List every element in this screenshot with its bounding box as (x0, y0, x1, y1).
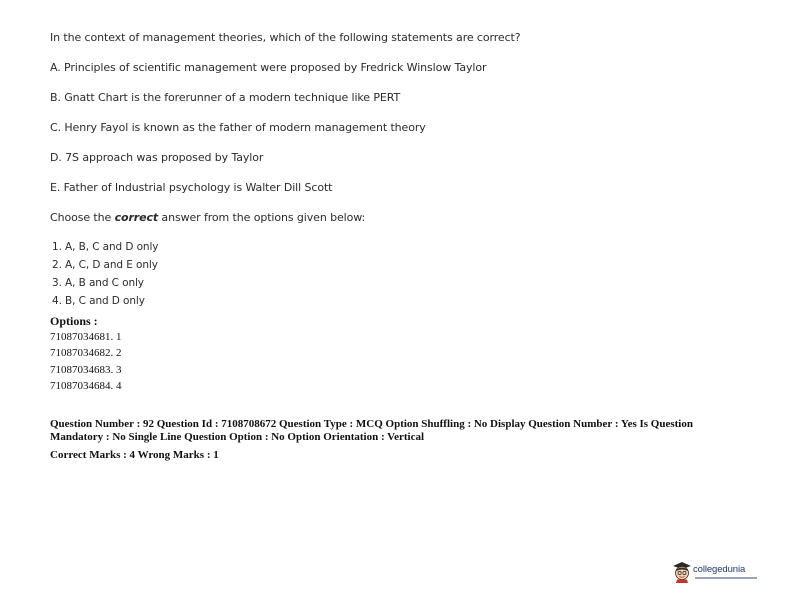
option-id-2: 71087034682. 2 (50, 347, 122, 359)
choose-instruction (50, 211, 365, 224)
mascot-icon (671, 559, 693, 583)
answer-choice-1: 1. A, B, C and D only (52, 241, 159, 253)
statement-c: C. Henry Fayol is known as the father of modern management theory (50, 121, 426, 134)
question-stem: In the context of management theories, which of the following statements are correct? (50, 31, 521, 44)
statement-b: B. Gnatt Chart is the forerunner of a modern technique like PERT (50, 91, 401, 104)
collegedunia-logo (671, 559, 761, 585)
statement-a: A. Principles of scientific management were proposed by Fredrick Winslow Taylor (50, 61, 487, 74)
logo-tagline-mark (695, 577, 757, 579)
statement-e: E. Father of Industrial psychology is Walter Dill Scott (50, 181, 333, 194)
option-id-3: 71087034683. 3 (50, 364, 122, 376)
answer-choice-3: 3. A, B and C only (52, 277, 144, 289)
answer-choice-2: 2. A, C, D and E only (52, 259, 158, 271)
option-id-4: 71087034684. 4 (50, 380, 122, 392)
choose-emphasis: correct (114, 211, 159, 224)
choose-suffix: answer from the options given below: (158, 211, 366, 224)
option-id-1: 71087034681. 1 (50, 331, 122, 343)
logo-wordmark: collegedunia (693, 564, 746, 575)
question-meta: Question Number : 92 Question Id : 7108708672 Question Type : MCQ Option Shuffling : No Display Question Number : Yes Is Question Mandatory : No Single Line Question Option : No Option Orientation : Vertical (50, 418, 693, 443)
statement-d: D. 7S approach was proposed by Taylor (50, 151, 264, 164)
options-label: Options : (50, 314, 98, 328)
marks-info: Correct Marks : 4 Wrong Marks : 1 (50, 449, 219, 461)
choose-prefix: Choose the (50, 211, 115, 224)
answer-choice-4: 4. B, C and D only (52, 295, 145, 307)
